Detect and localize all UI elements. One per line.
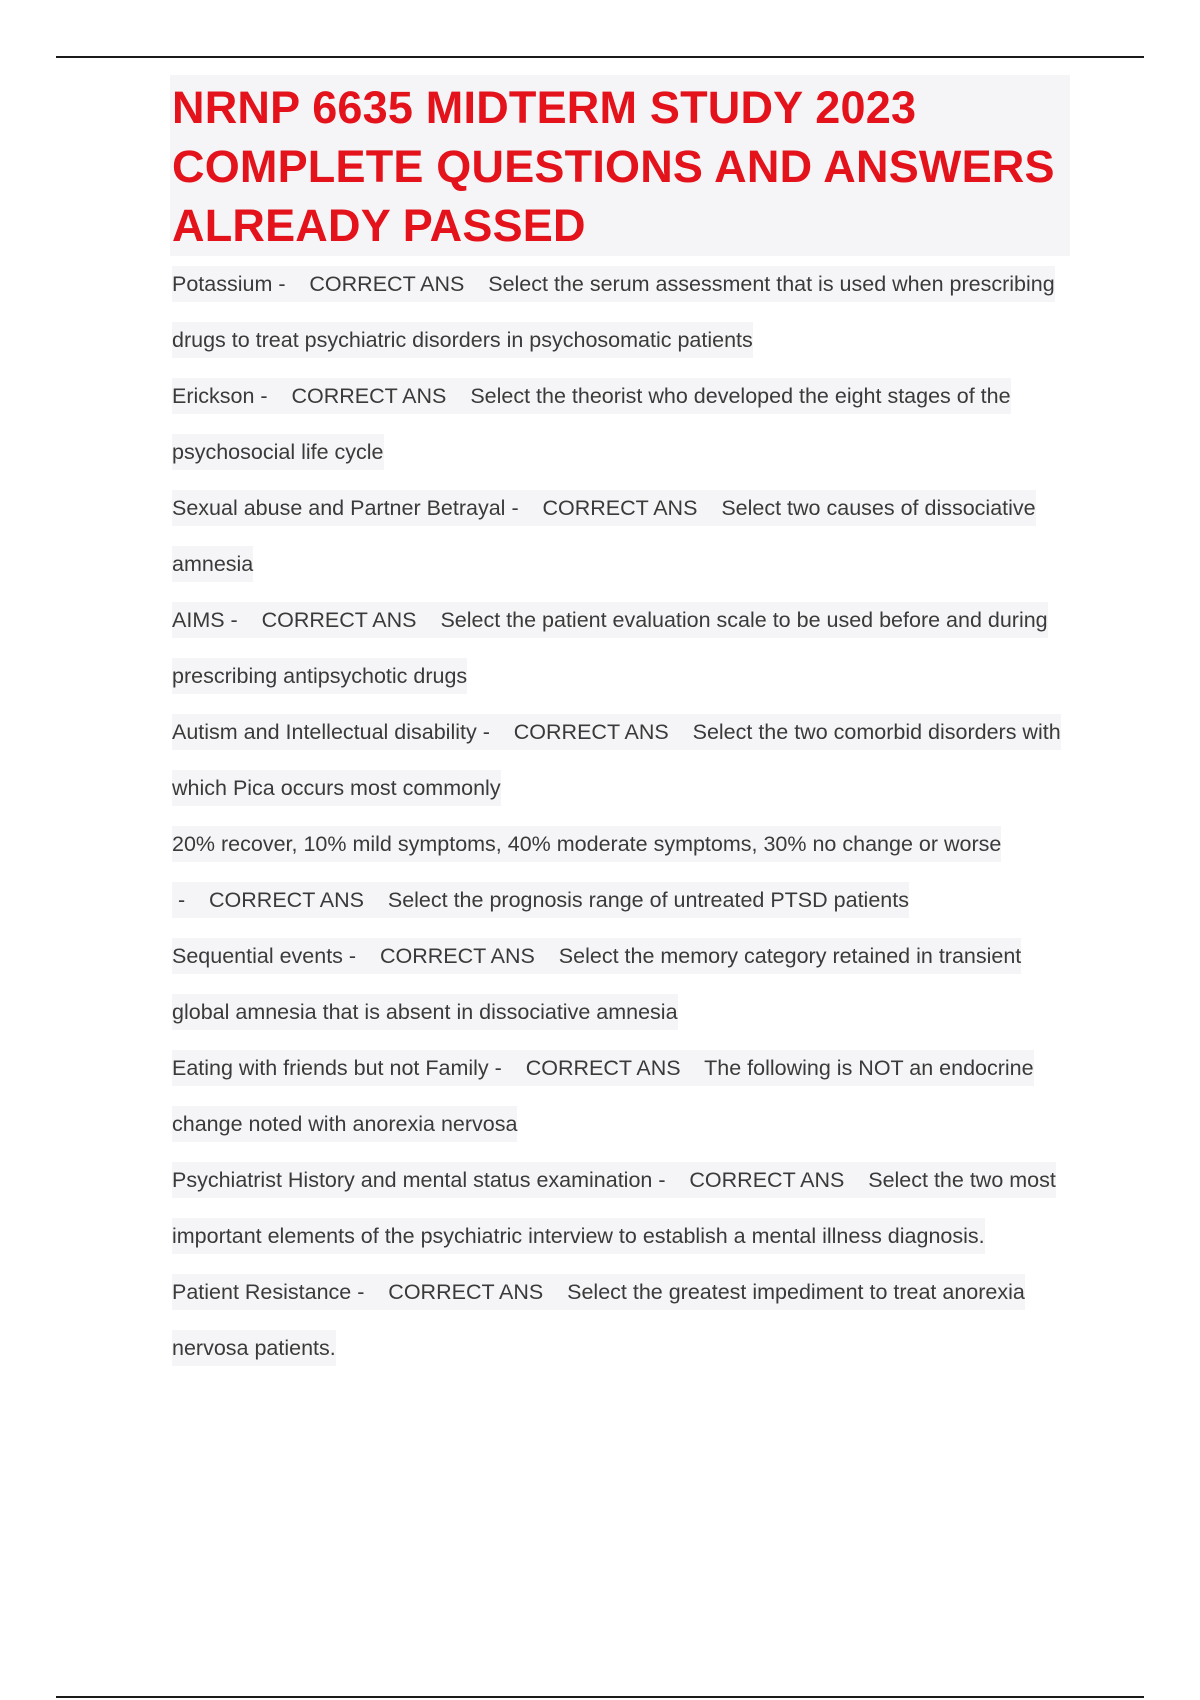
qa-question: Select the two comorbid disorders with which Pica occurs most commonly bbox=[172, 720, 1061, 800]
qa-answer: Patient Resistance bbox=[172, 1280, 352, 1304]
qa-question: Select the memory category retained in transient global amnesia that is absent in dissociative amnesia bbox=[172, 944, 1022, 1024]
correct-ans-marker: CORRECT ANS bbox=[388, 1280, 544, 1304]
qa-question: Select the serum assessment that is used when prescribing drugs to treat psychiatric disorders in psychosomatic patients bbox=[172, 272, 1055, 352]
qa-item: Patient Resistance - CORRECT ANS Select the greatest impediment to treat anorexia nervosa patients. bbox=[172, 1264, 1070, 1376]
qa-answer: AIMS bbox=[172, 608, 225, 632]
qa-question: Select two causes of dissociative amnesia bbox=[172, 496, 1036, 576]
correct-ans-marker: CORRECT ANS bbox=[309, 272, 465, 296]
qa-question: The following is NOT an endocrine change noted with anorexia nervosa bbox=[172, 1056, 1034, 1136]
qa-item: Sequential events - CORRECT ANS Select the memory category retained in transient global amnesia that is absent in dissociative amnesia bbox=[172, 928, 1070, 1040]
qa-item: Psychiatrist History and mental status examination - CORRECT ANS Select the two most important elements of the psychiatric interview to establish a mental illness diagnosis. bbox=[172, 1152, 1070, 1264]
qa-list bbox=[170, 256, 1070, 1376]
qa-answer: Erickson bbox=[172, 384, 255, 408]
qa-item: Potassium - CORRECT ANS Select the serum assessment that is used when prescribing drugs to treat psychiatric disorders in psychosomatic patients bbox=[172, 256, 1070, 368]
qa-answer: Autism and Intellectual disability bbox=[172, 720, 477, 744]
document-title: NRNP 6635 MIDTERM STUDY 2023 COMPLETE QUESTIONS AND ANSWERS ALREADY PASSED bbox=[170, 75, 1070, 256]
qa-question: Select the patient evaluation scale to be used before and during prescribing antipsychotic drugs bbox=[172, 608, 1048, 688]
qa-answer: Eating with friends but not Family bbox=[172, 1056, 489, 1080]
qa-question: Select the prognosis range of untreated PTSD patients bbox=[387, 888, 909, 912]
correct-ans-marker: CORRECT ANS bbox=[291, 384, 447, 408]
bottom-divider bbox=[56, 1696, 1144, 1698]
qa-answer: 20% recover, 10% mild symptoms, 40% moderate symptoms, 30% no change or worse bbox=[172, 832, 1002, 856]
qa-answer: Sexual abuse and Partner Betrayal bbox=[172, 496, 506, 520]
correct-ans-marker: CORRECT ANS bbox=[513, 720, 669, 744]
correct-ans-marker: CORRECT ANS bbox=[689, 1168, 845, 1192]
qa-item: Erickson - CORRECT ANS Select the theorist who developed the eight stages of the psychosocial life cycle bbox=[172, 368, 1070, 480]
correct-ans-marker: CORRECT ANS bbox=[379, 944, 535, 968]
qa-item: Eating with friends but not Family - CORRECT ANS The following is NOT an endocrine change noted with anorexia nervosa bbox=[172, 1040, 1070, 1152]
qa-question: Select the theorist who developed the eight stages of the psychosocial life cycle bbox=[172, 384, 1011, 464]
document-body bbox=[170, 75, 1070, 1376]
top-divider bbox=[56, 56, 1144, 58]
qa-item: Autism and Intellectual disability - CORRECT ANS Select the two comorbid disorders with which Pica occurs most commonly bbox=[172, 704, 1070, 816]
correct-ans-marker: CORRECT ANS bbox=[542, 496, 698, 520]
qa-item: AIMS - CORRECT ANS Select the patient evaluation scale to be used before and during prescribing antipsychotic drugs bbox=[172, 592, 1070, 704]
qa-question: Select the greatest impediment to treat anorexia nervosa patients. bbox=[172, 1280, 1025, 1360]
correct-ans-marker: CORRECT ANS bbox=[525, 1056, 681, 1080]
qa-answer: Sequential events bbox=[172, 944, 343, 968]
correct-ans-marker: CORRECT ANS bbox=[261, 608, 417, 632]
qa-item: Sexual abuse and Partner Betrayal - CORRECT ANS Select two causes of dissociative amnesia bbox=[172, 480, 1070, 592]
correct-ans-marker: CORRECT ANS bbox=[209, 888, 364, 912]
qa-answer: Psychiatrist History and mental status examination bbox=[172, 1168, 653, 1192]
qa-question: Select the two most important elements of the psychiatric interview to establish a mental illness diagnosis. bbox=[172, 1168, 1056, 1248]
qa-item: 20% recover, 10% mild symptoms, 40% moderate symptoms, 30% no change or worse - CORRECT ANS Select the prognosis range of untreated PTSD patients bbox=[172, 816, 1070, 928]
qa-answer: Potassium bbox=[172, 272, 273, 296]
